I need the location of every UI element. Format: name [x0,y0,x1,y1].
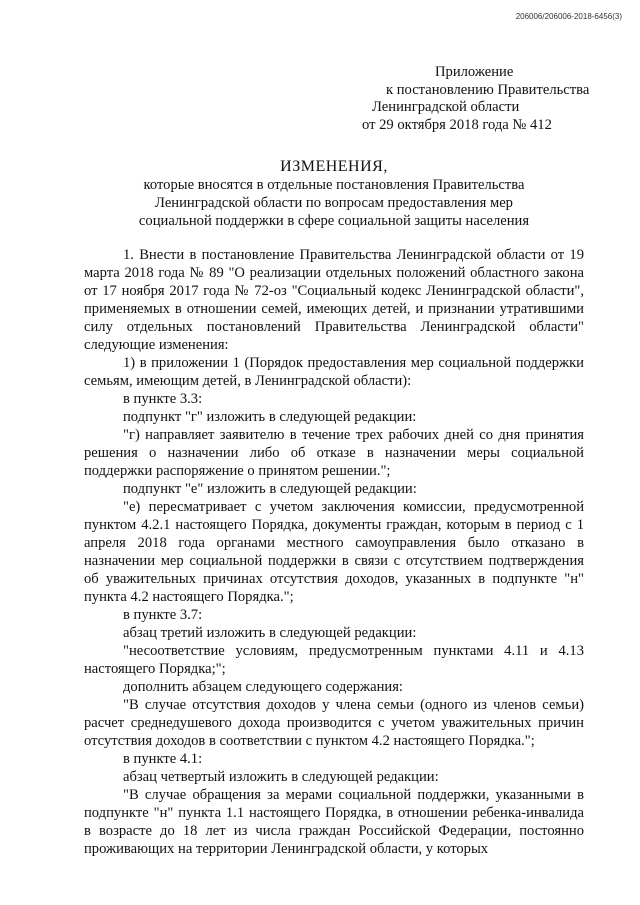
paragraph: "В случае отсутствия доходов у члена семьи (одного из членов семьи) расчет среднедушевого дохода производится с учетом уважительных причин отсутствия доходов в соответствии с пунктом 4.2 настоящего Порядка."; [84,697,584,749]
document-heading [84,158,584,230]
paragraph: абзац четвертый изложить в следующей редакции: [123,769,439,785]
paragraph: абзац третий изложить в следующей редакции: [123,625,417,641]
heading-subtitle-line: социальной поддержки в сфере социальной защиты населения [138,213,530,229]
paragraph: дополнить абзацем следующего содержания: [123,679,403,695]
paragraph: "г) направляет заявителю в течение трех рабочих дней со дня принятия решения о назначении либо об отказе в назначении меры социальной поддержки распоряжение о принятом решении."; [84,427,584,479]
appendix-line: к постановлению Правительства [386,81,590,98]
paragraph: в пункте 3.3: [123,391,203,407]
appendix-line: Ленинградской области [372,99,520,115]
paragraph: "В случае обращения за мерами социальной поддержки, указанными в подпункте "н" пункта 1.1 настоящего Порядка, в отношении ребенка-инвалида в возрасте до 18 лет из числа граждан Российской Федерации, постоянно проживающих на территории Ленинградской области, у которых [84,787,584,857]
document-body [84,246,584,858]
paragraph: 1. Внести в постановление Правительства Ленинградской области от 19 марта 2018 года № 89 "О реализации отдельных положений областного закона от 17 ноября 2017 года № 72-оз "Социальный кодекс Ленинградской области", применяемых в отношении семей, имеющих детей, и признании утратившими силу отдельных постановлений Правительства Ленинградской области" следующие изменения: [84,247,584,353]
appendix-block [340,64,590,134]
document-id: 206006/206006-2018-6456(3) [515,12,622,21]
paragraph: "несоответствие условиям, предусмотренным пунктами 4.11 и 4.13 настоящего Порядка;"; [84,643,584,677]
paragraph: "е) пересматривает с учетом заключения комиссии, предусмотренной пунктом 4.2.1 настоящего Порядка, документы граждан, которым в период с 1 апреля 2018 года органами местного самоуправления было отказано в назначении мер социальной поддержки в связи с отсутствием подтверждения об уважительных причинах отсутствия доходов, указанных в подпункте "н" пункта 4.2 настоящего Порядка."; [84,499,584,605]
heading-subtitle-line: Ленинградской области по вопросам предоставления мер [155,195,513,211]
appendix-date-number: от 29 октября 2018 года № 412 [362,116,552,133]
paragraph: в пункте 4.1: [123,751,203,767]
heading-subtitle-line: которые вносятся в отдельные постановления Правительства [143,177,525,193]
paragraph: 1) в приложении 1 (Порядок предоставления мер социальной поддержки семьям, имеющим детей, в Ленинградской области): [84,355,584,389]
paragraph: в пункте 3.7: [123,607,203,623]
appendix-title: Приложение [435,64,514,80]
paragraph: подпункт "г" изложить в следующей редакции: [123,409,417,425]
heading-title: ИЗМЕНЕНИЯ, [280,158,388,175]
paragraph: подпункт "е" изложить в следующей редакции: [123,481,417,497]
